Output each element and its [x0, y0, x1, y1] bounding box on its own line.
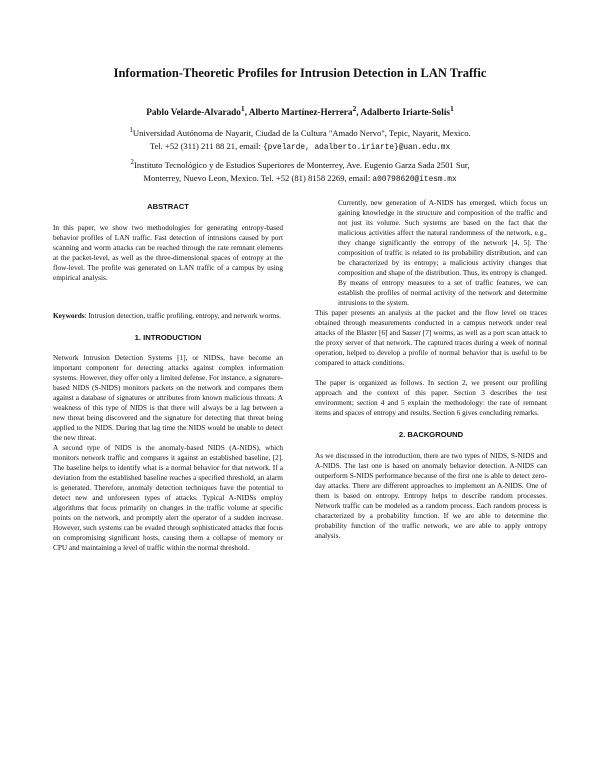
right-column — [315, 198, 547, 541]
author-affiliation-mark: 1 — [240, 104, 245, 113]
background-paragraph-1: As we discussed in the introduction, there are two types of NIDS, S-NIDS and A-NIDS. The last one is based on anomaly behavior detection. A-NIDS can outperform S-NIDS performance because of the first one is able to detect zero-day attacks. There are different approaches to implement an A-NIDS. One of them is based on entropy. Entropy helps to describe random processes. Network traffic can be modeled as a random process. Each random process is characterized by a probability function. If we are able to determine the probability function of the traffic network, we are able to apply entropy analysis. — [315, 451, 547, 540]
introduction-heading: 1. INTRODUCTION — [134, 333, 202, 342]
keywords-paragraph — [53, 311, 283, 321]
affiliation-phone: Monterrey, Nuevo Leon, Mexico. Tel. +52 (81) 8158 2269, email: — [143, 173, 373, 184]
affiliation-email: a00798620@itesm.mx — [372, 176, 457, 185]
keywords-text: : Intrusion detection, traffic profiling, entropy, and network worms. — [84, 311, 281, 320]
paper-title: Information-Theoretic Profiles for Intrusion Detection in LAN Traffic — [113, 66, 487, 80]
author-line — [0, 104, 600, 117]
affiliation-mark: 1 — [129, 126, 133, 134]
affiliation-line — [60, 156, 540, 172]
affiliation-line — [60, 124, 540, 140]
affiliation-phone: Tel. +52 (311) 211 88 21, email: — [149, 141, 263, 152]
abstract-heading: ABSTRACT — [147, 202, 189, 211]
author-affiliation-mark: 1 — [449, 104, 454, 113]
background-heading: 2. BACKGROUND — [398, 430, 464, 439]
abstract-text: In this paper, we show two methodologies for generating entropy-based behavior profiles of LAN traffic. Fast detection of intrusions caused by port scanning and worm attacks can be reached through the rate remnant elements at the packet-level, as well as the three-dimensional spaces of entropy at the flow-level. The profile was generated on LAN traffic of a campus by using empirical analysis. — [53, 223, 283, 282]
right-paragraph-1: Currently, new generation of A-NIDS has emerged, which focus on gaining knowledge in the structure and composition of the traffic and not just its volume. Such systems are based on the fact that the malicious activities affect the natural randomness of the network, e.g., they change significantly the entropy of the network [4, 5]. The composition of traffic is related to its probability distribution, and can be characterized by its entropy; a malicious activity changes that composition and shape of the distribution. Thus, its entropy is changed. By means of entropy measures to a set of traffic features, we can establish the profiles of normal activity of the network and determine intrusions to the system. — [338, 198, 547, 307]
author-separator: , — [244, 107, 249, 118]
right-paragraph-2: This paper presents an analysis at the packet and the flow level on traces obtained through measurements conducted in a campus network under real attacks of the Blaster [6] and Sasser [7] worms, as well as a port scan attack to the proxy server of that network. The captured traces during a week of normal operation, helped to develop a profile of normal behavior that is useful to be compared to attack conditions. — [315, 308, 547, 367]
right-paragraph-3: The paper is organized as follows. In section 2, we present our profiling approach and the context of this paper. Section 3 describes the test environment; section 4 and 5 explain the methodology: the rate of remnant items and spaces of entropy and results. Section 6 gives concluding remarks. — [315, 378, 547, 417]
keywords-label: Keywords — [53, 311, 85, 320]
author-name: Pablo Velarde-Alvarado — [146, 107, 241, 118]
affiliation-text: Universidad Autónoma de Nayarit, Ciudad de la Cultura "Amado Nervo", Tepic, Nayarit, Mexico. — [132, 127, 471, 138]
affiliation-mark: 2 — [130, 157, 134, 166]
author-name: Adalberto Iriarte-Solís — [360, 107, 450, 118]
author-separator: , — [356, 107, 361, 118]
author-name: Alberto Martínez-Herrera — [248, 107, 353, 118]
affiliation-email: {pvelarde, adalberto.iriarte}@uan.edu.mx — [263, 144, 451, 153]
introduction-paragraph-2: A second type of NIDS is the anomaly-based NIDS (A-NIDS), which monitors network traffic and compares it against an established baseline, [2]. The baseline helps to identify what is a normal behavior for that network. If a deviation from the established baseline reaches a specified threshold, an alarm is generated. Therefore, anomaly detection techniques have the potential to detect new and unforeseen types of attacks. Typical A-NIDSs employ algorithms that focus primarily on changes in the traffic volume at specific points on the network, and promptly alert the operator of a sudden increase. However, such systems can be evaded through sophisticated attacks that focus on compromising significant hosts, causing them a collapse of memory or CPU and maintaining a level of traffic within the normal threshold. — [53, 443, 283, 552]
affiliation-text: Instituto Tecnológico y de Estudios Superiores de Monterrey, Ave. Eugenio Garza Sada 2501 Sur, — [133, 159, 470, 170]
affiliation-contact — [60, 172, 540, 188]
author-affiliation-mark: 2 — [352, 104, 357, 113]
introduction-paragraph-1: Network Intrusion Detection Systems [1], or NIDSs, have become an important component for detecting attacks against complex information systems. However, they offer only a limited defense. For instance, a signature-based NIDS (S-NIDS) monitors packets on the network and compares them against a database of signatures or attributes from known malicious threats. A weakness of this type of NIDS is that there will always be a lag between a new threat being discovered and the signature for detecting that threat being applied to the NIDS. During that lag time the NIDS would be unable to detect the new threat. — [53, 353, 283, 442]
affiliation-1 — [60, 124, 540, 188]
left-column — [53, 202, 283, 553]
affiliation-contact — [60, 140, 540, 156]
